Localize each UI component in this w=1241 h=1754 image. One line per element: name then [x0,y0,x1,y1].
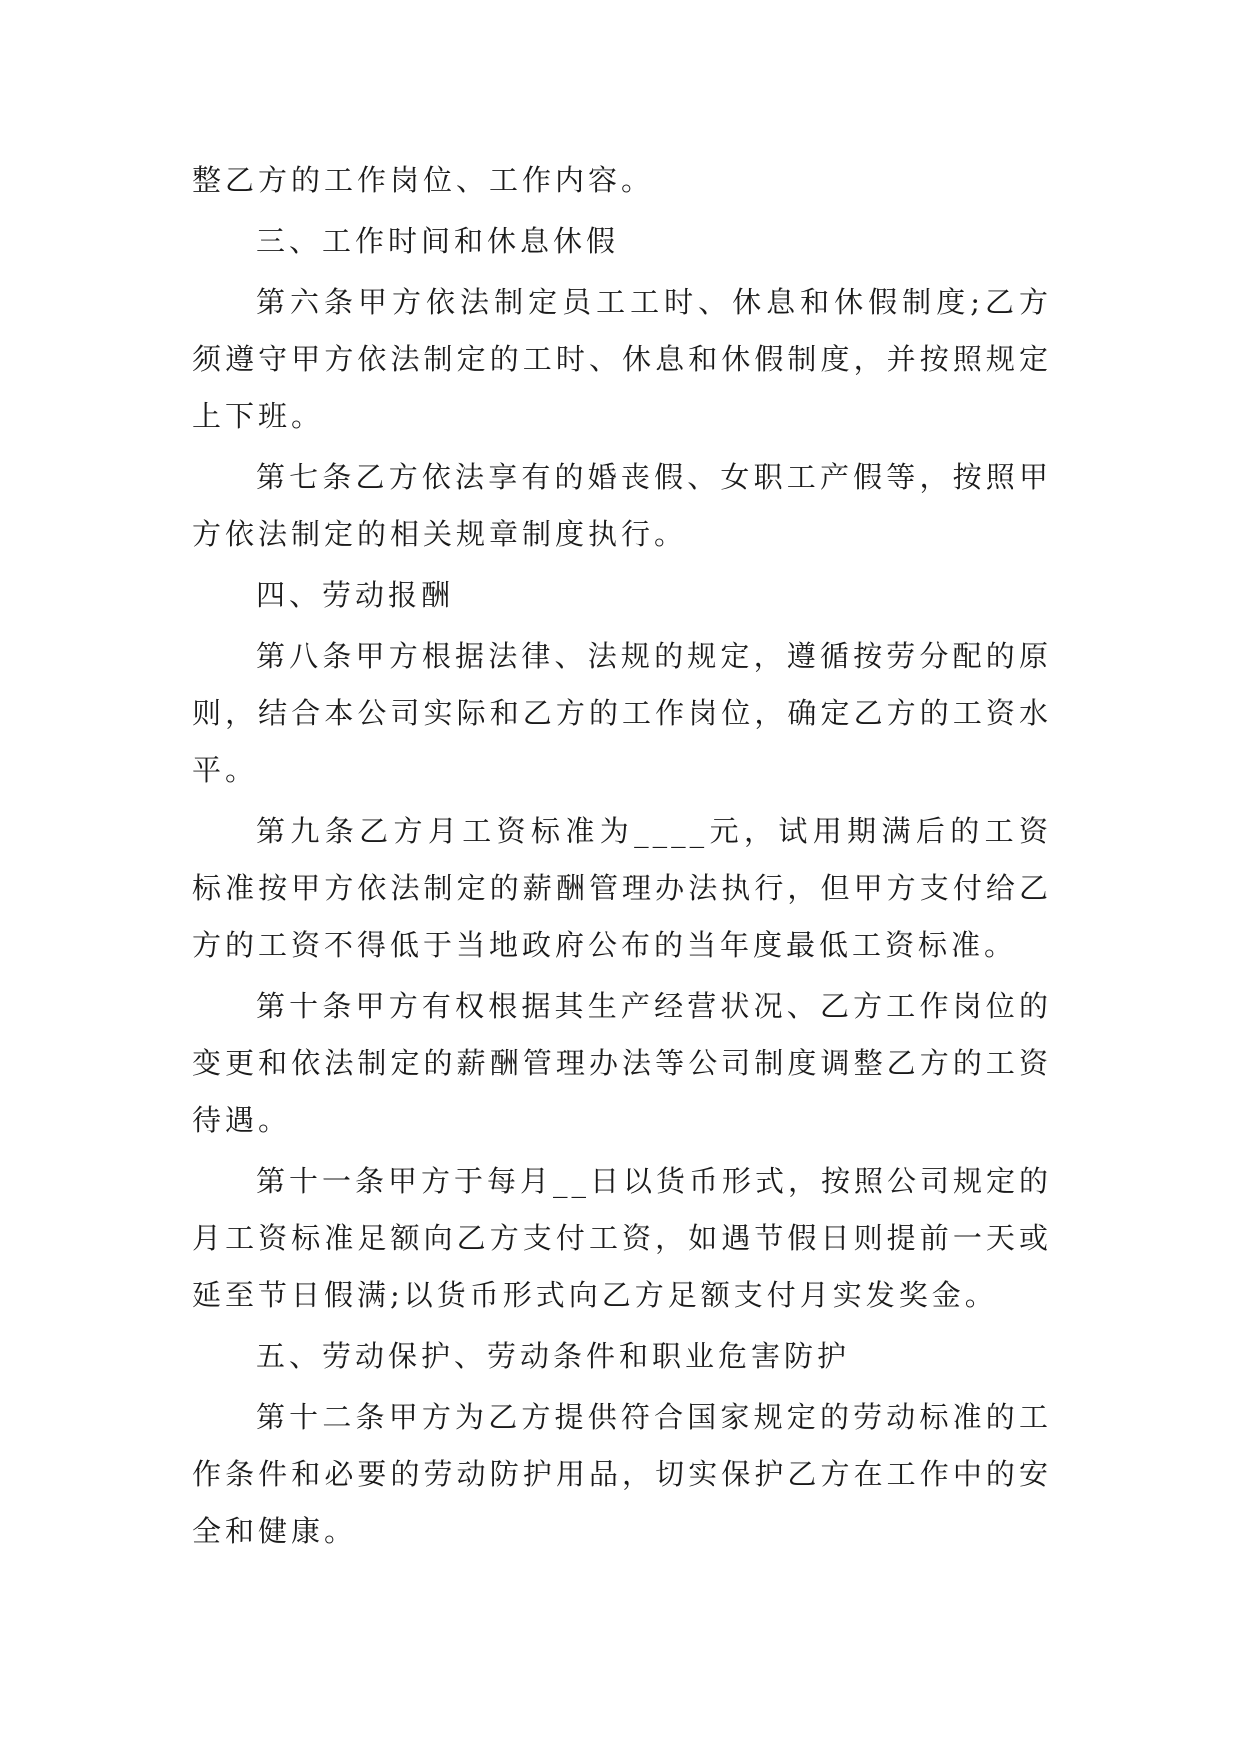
article-9: 第九条乙方月工资标准为____元，试用期满后的工资标准按甲方依法制定的薪酬管理办法执行，但甲方支付给乙方的工资不得低于当地政府公布的当年度最低工资标准。 [192,814,1052,962]
article-12: 第十二条甲方为乙方提供符合国家规定的劳动标准的工作条件和必要的劳动防护用品，切实保护乙方在工作中的安全和健康。 [192,1400,1052,1548]
article-7: 第七条乙方依法享有的婚丧假、女职工产假等，按照甲方依法制定的相关规章制度执行。 [192,460,1052,551]
paragraph-continuation: 整乙方的工作岗位、工作内容。 [192,163,655,197]
document-body [192,152,1052,1564]
article-6: 第六条甲方依法制定员工工时、休息和休假制度;乙方须遵守甲方依法制定的工时、休息和休假制度，并按照规定上下班。 [192,285,1052,433]
article-10: 第十条甲方有权根据其生产经营状况、乙方工作岗位的变更和依法制定的薪酬管理办法等公司制度调整乙方的工资待遇。 [192,989,1052,1137]
section-heading-labor-protection: 五、劳动保护、劳动条件和职业危害防护 [256,1339,851,1373]
section-heading-work-hours: 三、工作时间和休息休假 [256,224,620,258]
article-8: 第八条甲方根据法律、法规的规定，遵循按劳分配的原则，结合本公司实际和乙方的工作岗位，确定乙方的工资水平。 [192,639,1052,787]
article-11: 第十一条甲方于每月__日以货币形式，按照公司规定的月工资标准足额向乙方支付工资，如遇节假日则提前一天或延至节日假满;以货币形式向乙方足额支付月实发奖金。 [192,1164,1053,1312]
section-heading-remuneration: 四、劳动报酬 [256,578,455,612]
